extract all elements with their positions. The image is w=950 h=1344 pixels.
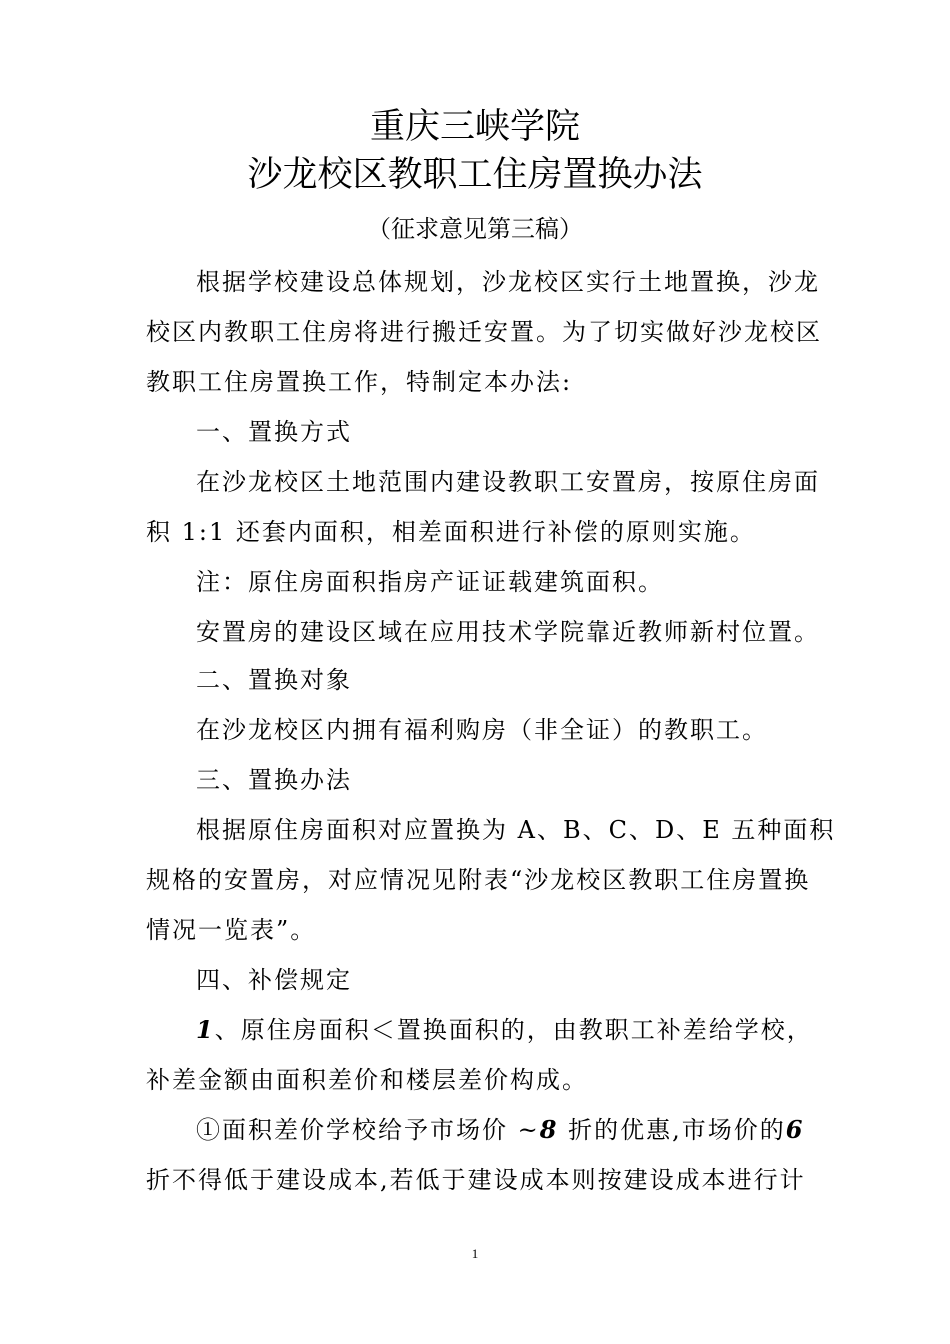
document-subtitle: （征求意见第三稿）	[367, 215, 583, 243]
section4-sub1-text-b: 折的优惠,市场价的	[558, 1116, 786, 1144]
section-heading-4: 四、补偿规定	[196, 966, 352, 994]
intro-paragraph-line3: 教职工住房置换工作，特制定本办法:	[146, 368, 573, 396]
section3-paragraph-line3: 情况一览表”。	[146, 916, 317, 944]
section4-item1-line1	[196, 1014, 896, 1046]
section4-sub1-number1: 8	[539, 1115, 559, 1144]
section2-paragraph: 在沙龙校区内拥有福利购房（非全证）的教职工。	[196, 716, 768, 744]
section1-location: 安置房的建设区域在应用技术学院靠近教师新村位置。	[196, 618, 820, 646]
section4-sub1-number2: 6	[785, 1115, 805, 1144]
section-heading-2: 二、置换对象	[196, 666, 352, 694]
section3-paragraph-line1: 根据原住房面积对应置换为 A、B、C、D、E 五种面积	[196, 816, 836, 844]
intro-paragraph-line1: 根据学校建设总体规划，沙龙校区实行土地置换，沙龙	[196, 268, 820, 296]
page-number: 1	[471, 1246, 479, 1261]
section4-sub1-line2: 折不得低于建设成本,若低于建设成本则按建设成本进行计	[146, 1166, 806, 1194]
document-title-line2: 沙龙校区教职工住房置换办法	[247, 155, 703, 195]
section-heading-3: 三、置换办法	[196, 766, 352, 794]
section4-item1-text: 、原住房面积＜置换面积的，由教职工补差给学校，	[214, 1016, 813, 1044]
document-title-line1: 重庆三峡学院	[369, 107, 580, 147]
section1-paragraph-line1: 在沙龙校区土地范围内建设教职工安置房，按原住房面	[196, 468, 820, 496]
section4-sub1-line1	[196, 1114, 896, 1146]
intro-paragraph-line2: 校区内教职工住房将进行搬迁安置。为了切实做好沙龙校区	[146, 318, 822, 346]
section-heading-1: 一、置换方式	[196, 418, 352, 446]
section4-item1-line2: 补差金额由面积差价和楼层差价构成。	[146, 1066, 588, 1094]
section3-paragraph-line2: 规格的安置房，对应情况见附表“沙龙校区教职工住房置换	[146, 866, 811, 894]
section1-note: 注：原住房面积指房产证证载建筑面积。	[196, 568, 664, 596]
section4-sub1-text-a: ①面积差价学校给予市场价 ~	[196, 1116, 540, 1144]
section1-paragraph-line2: 积 1:1 还套内面积，相差面积进行补偿的原则实施。	[146, 518, 756, 546]
section4-item1-number: 1	[196, 1015, 215, 1044]
